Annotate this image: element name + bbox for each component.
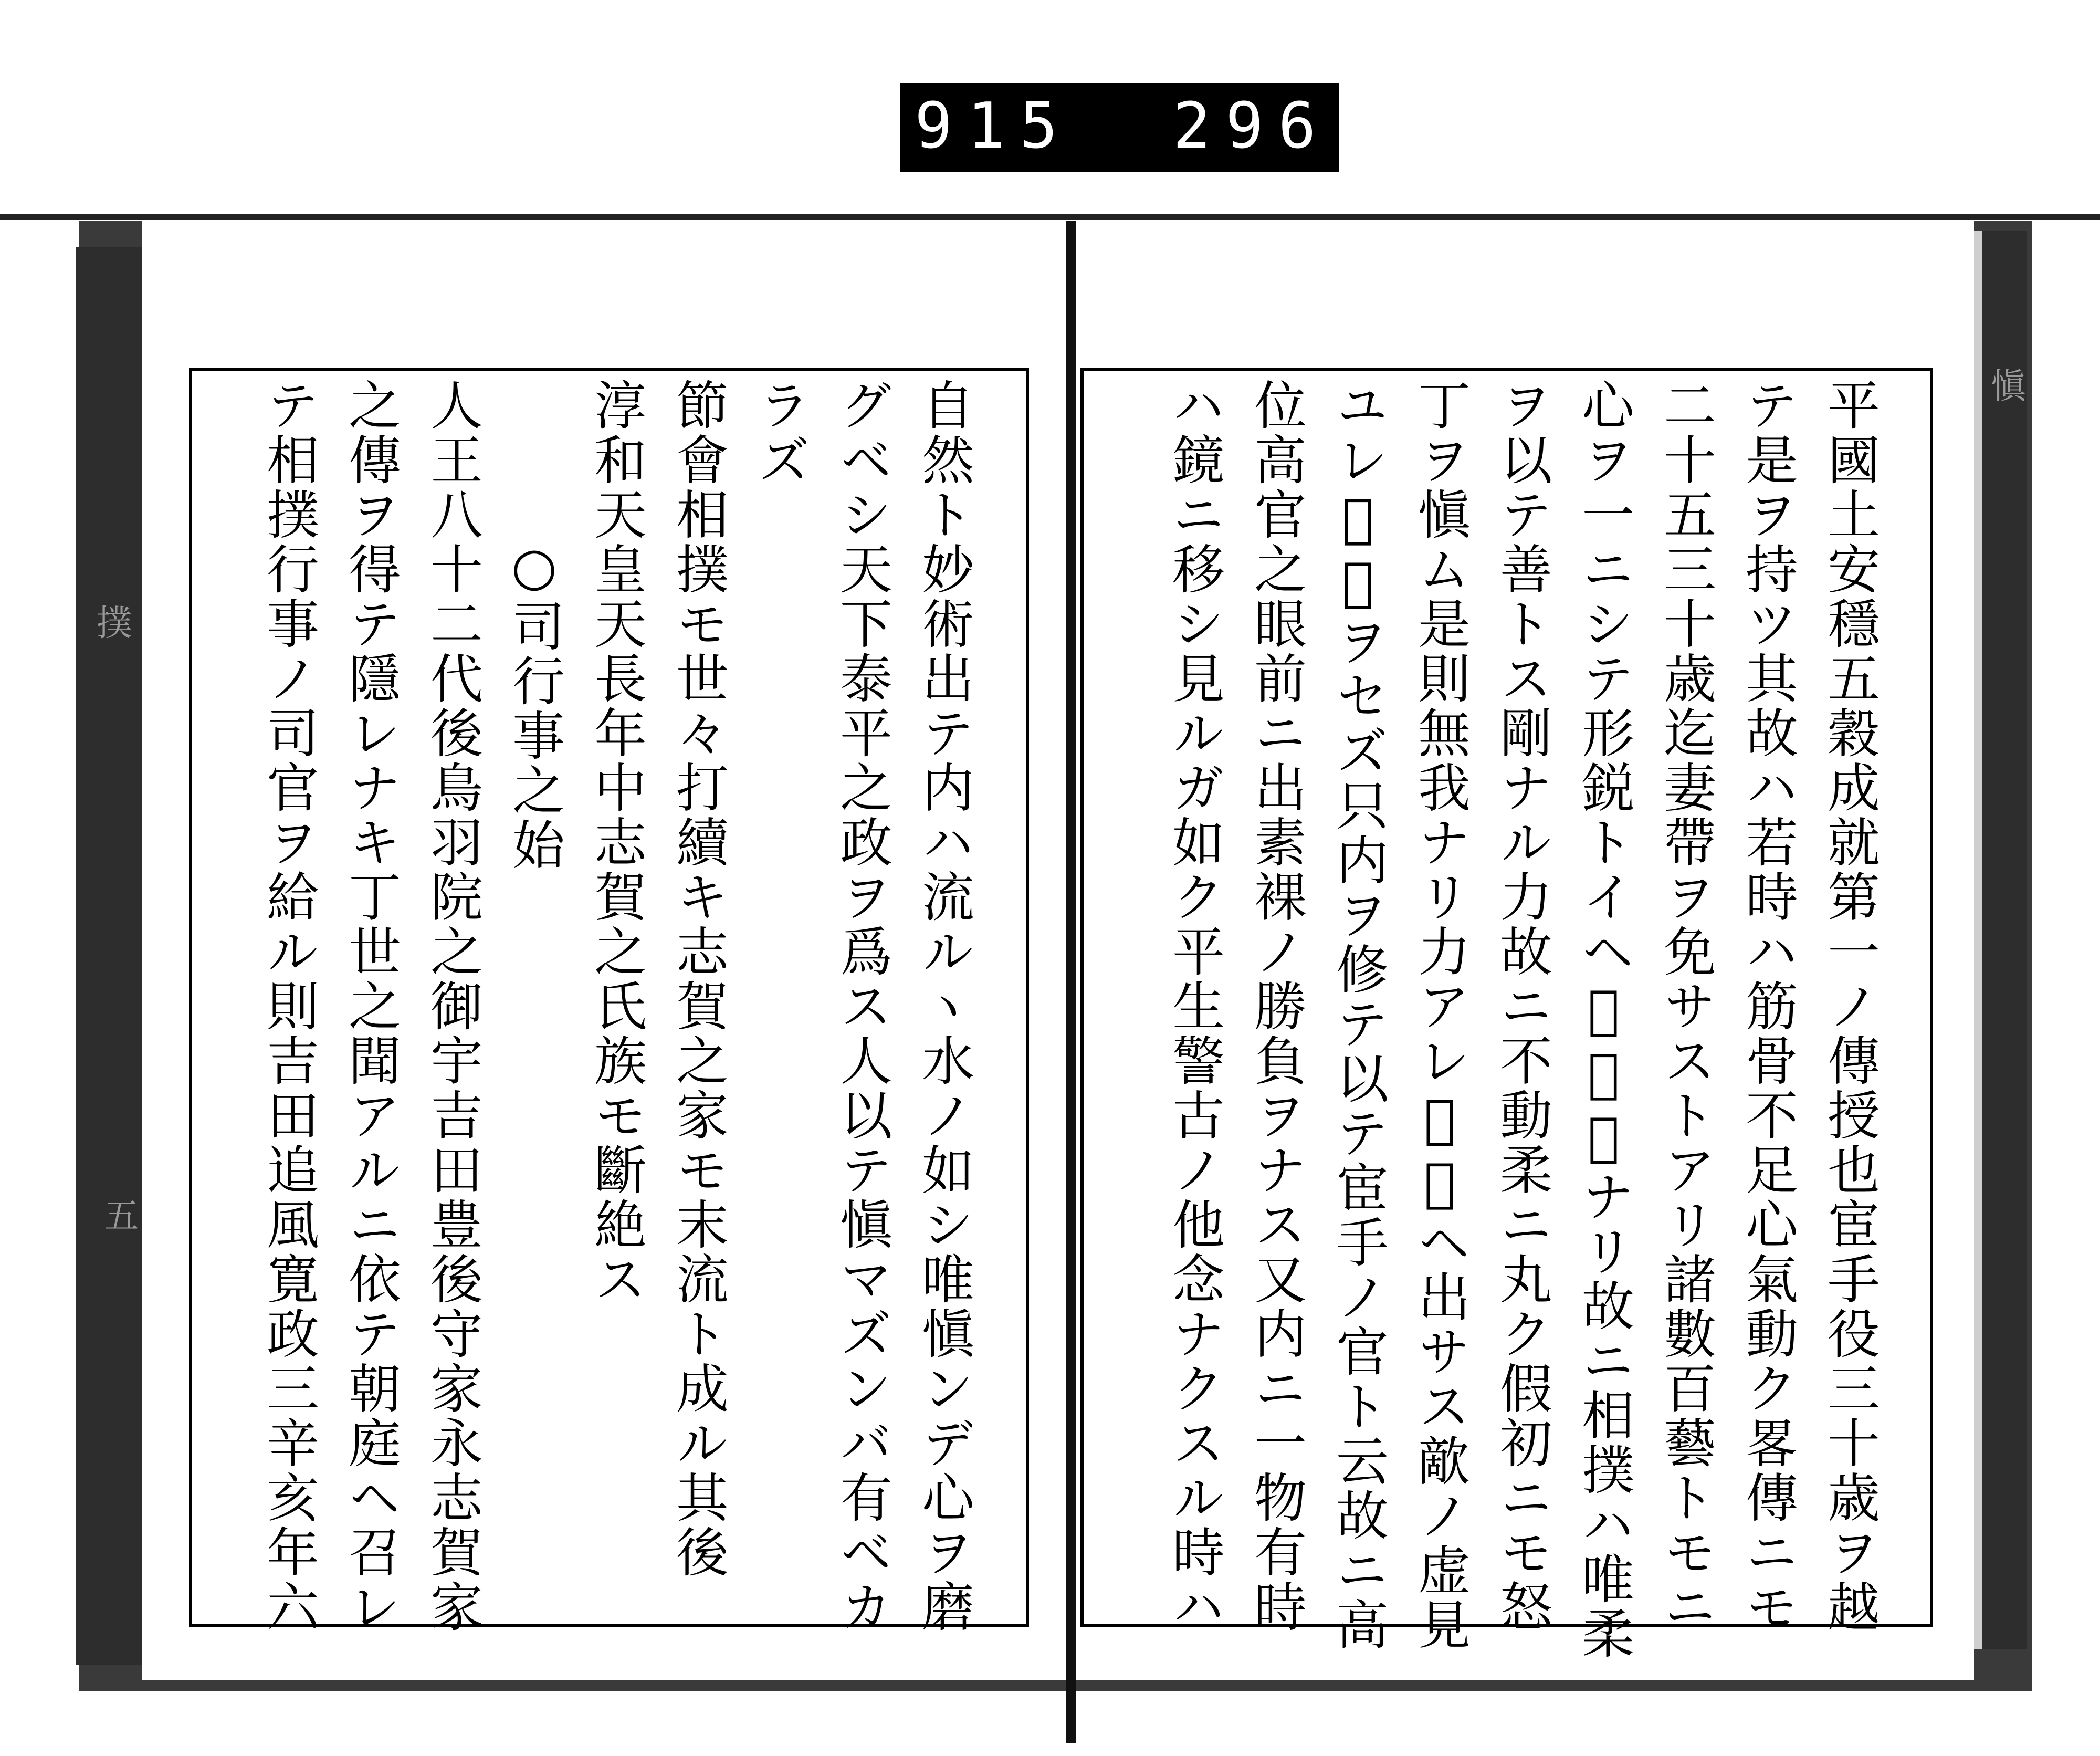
text-column: 位高官之眼前ニ出素裸ノ勝負ヲナス又内ニ一物有時 <box>1245 378 1307 1634</box>
right-margin-title: 愼 <box>1985 368 2025 402</box>
text-column: 自然ト妙術出テ内ハ流ルヽ水ノ如シ唯愼ンデ心ヲ磨 <box>913 378 974 1634</box>
book-gutter <box>1066 221 1076 1743</box>
section-heading: ○司行事之始 <box>503 536 565 872</box>
text-column: 之傳ヲ得テ隱レナキ丁世之聞アルニ依テ朝庭ヘ召レ <box>340 378 401 1634</box>
left-page-edges <box>76 247 142 1665</box>
text-column: 節會相撲モ世々打續キ志賀之家モ末流ト成ル其後 <box>667 378 729 1580</box>
text-column: ユレ𪜈危ヲセズ只内ヲ修テ以テ宦手ノ官ト云故ニ高 <box>1327 378 1389 1652</box>
text-column: テ是ヲ持ツ其故ハ若時ハ筋骨不足心氣動ク畧傳ニモ <box>1737 378 1798 1634</box>
text-column: 人王八十二代後鳥羽院之御宇吉田豊後守家永志賀家 <box>422 378 483 1634</box>
text-column: 平國土安穩五穀成就第一ノ傳授也宦手役三十歳ヲ越 <box>1819 378 1880 1634</box>
text-column: 淳和天皇天長年中志賀之氏族モ斷絶ス <box>585 378 647 1306</box>
call-number-left: 915 <box>915 90 1073 163</box>
text-column: ヲ以テ善トス剛ナル力故ニ不動柔ニ丸ク假初ニモ怒 <box>1491 378 1552 1634</box>
text-column: ラズ <box>749 378 811 487</box>
call-number-right: 296. <box>1173 90 1383 163</box>
text-column: テ相撲行事ノ司官ヲ給ル則吉田追風寛政三辛亥年六 <box>258 378 319 1634</box>
text-column: 丁ヲ愼ム是則無我ナリ力アレ𪜈表ヘ出サス歒ノ虚見 <box>1409 378 1471 1652</box>
text-column: 二十五三十歳迄妻帶ヲ免サストアリ諸數百藝トモニ <box>1655 378 1716 1634</box>
call-number-label <box>900 83 1383 172</box>
left-page-text <box>247 378 984 1634</box>
text-column: グベシ天下泰平之政ヲ爲ス人以テ愼マズンバ有ベカ <box>831 378 892 1634</box>
text-column: ハ鏡ニ移シ見ルガ如ク平生警古ノ他念ナクスル時ハ <box>1163 378 1225 1634</box>
right-page-text <box>1153 378 1890 1661</box>
left-margin-folio: 五 <box>98 1197 139 1232</box>
text-column: 心ヲ一ニシテ形鋭トイヘ𪜈内靜ナリ故ニ相撲ハ唯柔 <box>1573 378 1634 1661</box>
scan-edge-line <box>0 214 2100 220</box>
left-margin-title: 撲 <box>90 604 132 640</box>
